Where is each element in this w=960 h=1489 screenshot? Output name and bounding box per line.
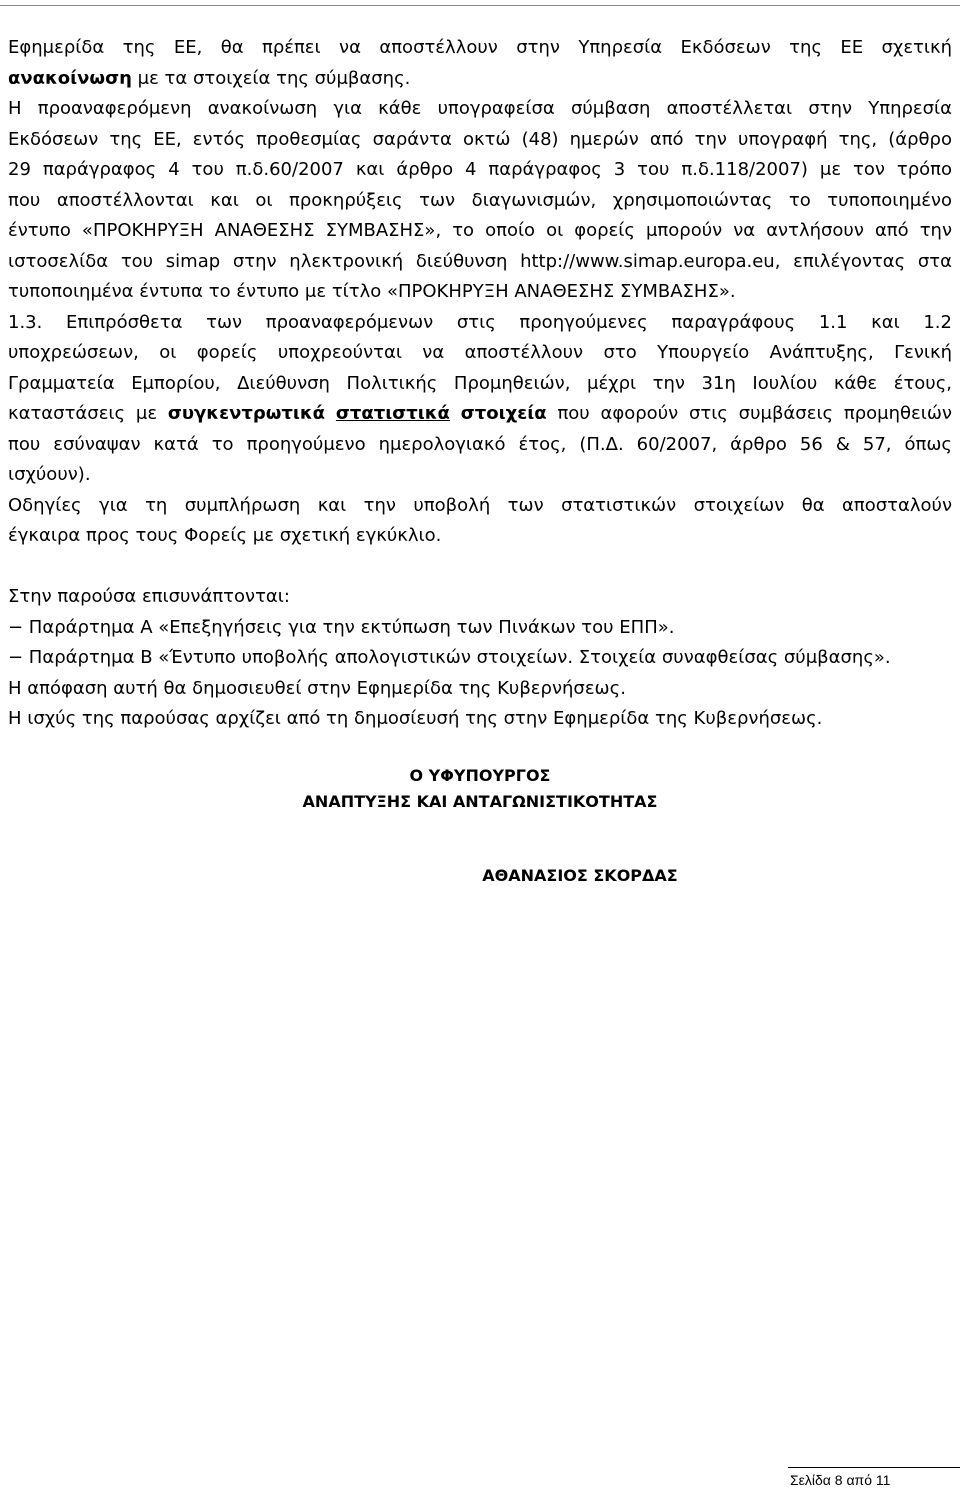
text-line: Η προαναφερόμενη ανακοίνωση για κάθε υπογραφείσα σύμβαση αποστέλλεται στην Υπηρεσία bbox=[8, 98, 952, 119]
footer-rule bbox=[788, 1467, 960, 1468]
text-run: που αφορούν στις συμβάσεις προμηθειών bbox=[546, 403, 952, 424]
text-run: καταστάσεις με bbox=[8, 403, 168, 424]
text-line: Εφημερίδα της ΕΕ, θα πρέπει να αποστέλλουν στην Υπηρεσία Εκδόσεων της ΕΕ σχετική bbox=[8, 37, 952, 58]
bold-term: συγκεντρωτικά bbox=[167, 403, 326, 424]
bold-term: στοιχεία bbox=[460, 403, 547, 424]
text-line: που αποστέλλονται και οι προκηρύξεις των διαγωνισμών, χρησιμοποιώντας το τυποποιημένο bbox=[8, 189, 952, 211]
text-line: έντυπο «ΠΡΟΚΗΡΥΞΗ ΑΝΑΘΕΣΗΣ ΣΥΜΒΑΣΗΣ», το οποίο οι φορείς μπορούν να αντλήσουν από την bbox=[8, 220, 952, 241]
paragraph-instructions bbox=[8, 491, 952, 552]
text-line: έγκαιρα προς τους Φορείς με σχετική εγκύκλιο. bbox=[8, 525, 442, 546]
text-line: Εκδόσεων της ΕΕ, εντός προθεσμίας σαράντα οκτώ (48) ημερών από την υπογραφή της, (άρθρο bbox=[8, 128, 952, 150]
text-line: Στην παρούσα επισυνάπτονται: bbox=[8, 586, 290, 607]
text-line: 29 παράγραφος 4 του π.δ.60/2007 και άρθρο 4 παράγραφος 3 του π.δ.118/2007) με τον τρόπο bbox=[8, 159, 952, 180]
text-line: ιστοσελίδα του simap στην ηλεκτρονική διεύθυνση http://www.simap.europa.eu, επιλέγοντας στα bbox=[8, 250, 952, 272]
document-body bbox=[8, 33, 952, 735]
page-number: Σελίδα 8 από 11 bbox=[790, 1472, 891, 1488]
text-line: τυποποιημένα έντυπα το έντυπο με τίτλο «ΠΡΟΚΗΡΥΞΗ ΑΝΑΘΕΣΗΣ ΣΥΜΒΑΣΗΣ». bbox=[8, 281, 736, 302]
text-line: που εσύναψαν κατά το προηγούμενο ημερολογιακό έτος, (Π.Δ. 60/2007, άρθρο 56 & 57, όπως bbox=[8, 433, 952, 455]
text-line: υποχρεώσεων, οι φορείς υποχρεούνται να αποστέλλουν στο Υπουργείο Ανάπτυξης, Γενική bbox=[8, 342, 952, 363]
bold-term: ανακοίνωση bbox=[8, 67, 132, 89]
text-line: Η ισχύς της παρούσας αρχίζει από τη δημοσίευσή της στην Εφημερίδα της Κυβερνήσεως. bbox=[8, 708, 823, 729]
paragraph-1-3 bbox=[8, 308, 952, 491]
annex-a-item: − Παράρτημα Α «Επεξηγήσεις για την εκτύπωση των Πινάκων του ΕΠΠ». bbox=[8, 616, 675, 638]
paragraph-2 bbox=[8, 94, 952, 308]
text-run: με τα στοιχεία της σύμβασης. bbox=[131, 67, 411, 89]
text-line bbox=[8, 399, 952, 430]
annex-b-item: − Παράρτημα Β «Έντυπο υποβολής απολογιστικών στοιχείων. Στοιχεία συναφθείσας σύμβασης». bbox=[8, 647, 891, 668]
text-line: ισχύουν). bbox=[8, 464, 91, 485]
paragraph-attachments bbox=[8, 582, 952, 735]
text-line: 1.3. Επιπρόσθετα των προαναφερόμενων στις προηγούμενες παραγράφους 1.1 και 1.2 bbox=[8, 311, 952, 333]
blank-line bbox=[8, 552, 952, 583]
paragraph-1 bbox=[8, 33, 952, 94]
signature-ministry: ΑΝΑΠΤΥΞΗΣ ΚΑΙ ΑΝΤΑΓΩΝΙΣΤΙΚΟΤΗΤΑΣ bbox=[302, 792, 658, 811]
text-line: Η απόφαση αυτή θα δημοσιευθεί στην Εφημερίδα της Κυβερνήσεως. bbox=[8, 677, 626, 699]
signature-name: ΑΘΑΝΑΣΙΟΣ ΣΚΟΡΔΑΣ bbox=[482, 866, 678, 885]
text-line bbox=[8, 64, 952, 95]
text-line: Οδηγίες για τη συμπλήρωση και την υποβολή των στατιστικών στοιχείων θα αποσταλούν bbox=[8, 494, 952, 516]
text-line: Γραμματεία Εμπορίου, Διεύθυνση Πολιτικής Προμηθειών, μέχρι την 31η Ιουλίου κάθε έτους, bbox=[8, 372, 952, 394]
header-rule bbox=[0, 5, 960, 6]
signature-title: Ο ΥΦΥΠΟΥΡΓΟΣ bbox=[409, 766, 551, 785]
bold-underlined-term: στατιστικά bbox=[335, 403, 450, 424]
